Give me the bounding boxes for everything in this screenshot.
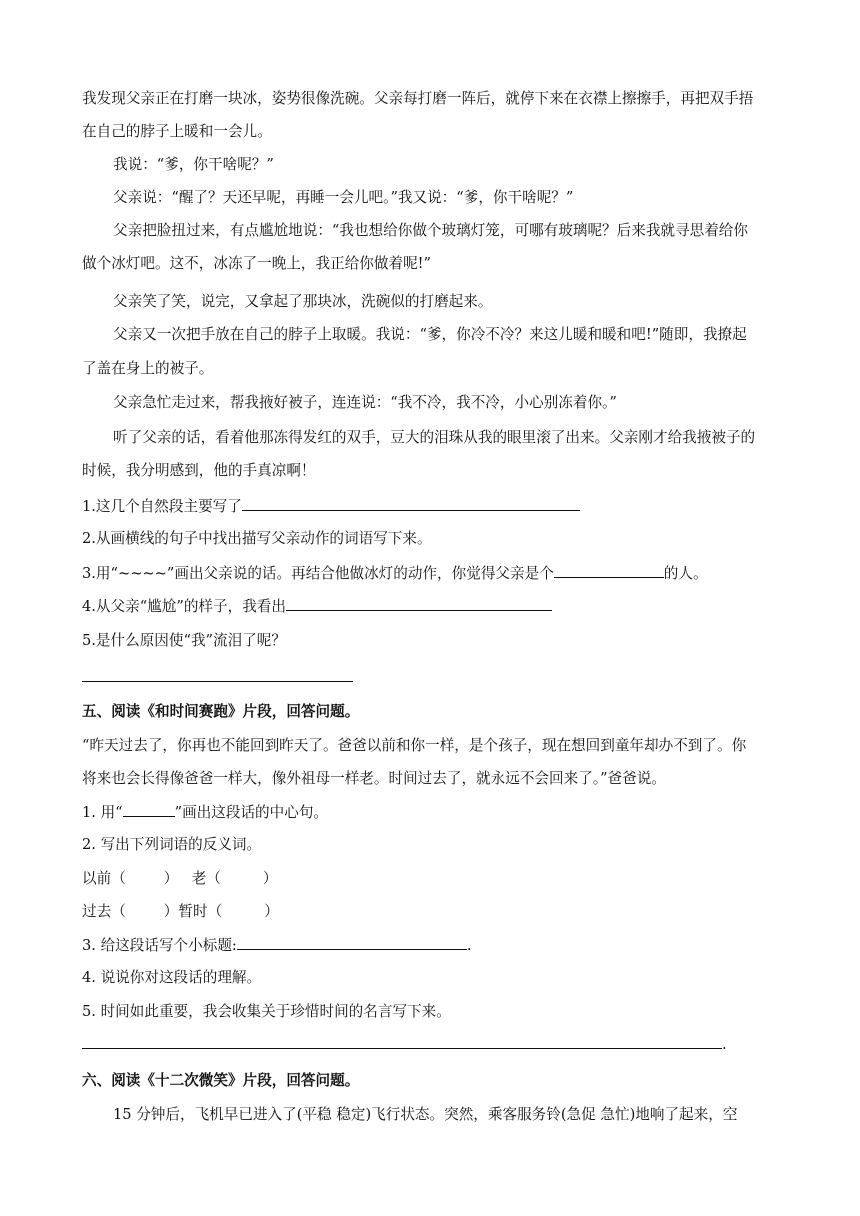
passage-line: 时候，我分明感到，他的手真凉啊！ bbox=[82, 462, 316, 479]
question-3 bbox=[82, 563, 708, 584]
question-text: 4.从父亲“尴尬”的样子，我看出 bbox=[82, 598, 286, 615]
passage-line: 父亲急忙走过来，帮我掖好被子，连连说：“我不冷，我不冷，小心别冻着你。” bbox=[113, 394, 617, 411]
question-2: 2. 写出下列词语的反义词。 bbox=[82, 836, 262, 853]
passage-line: 父亲笑了笑，说完，又拿起了那块冰，洗碗似的打磨起来。 bbox=[113, 293, 493, 310]
passage-line: 我发现父亲正在打磨一块冰，姿势很像洗碗。父亲每打磨一阵后，就停下来在衣襟上擦擦手，再把双手捂 bbox=[82, 90, 754, 107]
antonym-word: 以前（ bbox=[82, 870, 126, 887]
passage-line: 听了父亲的话，看着他那冻得发红的双手，豆大的泪珠从我的眼里滚了出来。父亲刚才给我掖被子的 bbox=[113, 429, 756, 446]
question-5: 5.是什么原因使“我”流泪了呢？ bbox=[82, 632, 286, 649]
passage-line: 父亲又一次把手放在自己的脖子上取暖。我说：“爹，你冷不冷？来这儿暖和暖和吧!”随即，我撩起 bbox=[113, 326, 747, 343]
antonym-row bbox=[82, 902, 279, 922]
antonym-word: 过去（ bbox=[82, 903, 126, 920]
question-text: ”画出这段话的中心句。 bbox=[174, 804, 329, 821]
passage-line: 15 分钟后，飞机早已进入了(平稳 稳定)飞行状态。突然，乘客服务铃(急促 急忙)地响了起来，空 bbox=[113, 1106, 738, 1123]
period: . bbox=[466, 937, 472, 954]
question-text: 3. 给这段话写个小标题: bbox=[82, 937, 237, 954]
paren-close: ） bbox=[262, 870, 278, 887]
paren-close: ） bbox=[163, 903, 179, 920]
question-2: 2.从画横线的句子中找出描写父亲动作的词语写下来。 bbox=[82, 530, 432, 547]
passage-line: 父亲说：“醒了？天还早呢，再睡一会儿吧。”我又说：“爹，你干啥呢？” bbox=[113, 189, 574, 206]
antonym-word: 暂时（ bbox=[178, 903, 223, 920]
paren-close: ） bbox=[163, 870, 179, 887]
question-4 bbox=[82, 596, 552, 617]
answer-line[interactable] bbox=[82, 681, 353, 682]
answer-line[interactable] bbox=[82, 1048, 722, 1049]
passage-line: 了盖在身上的被子。 bbox=[82, 360, 214, 377]
paren-close: ） bbox=[264, 903, 279, 920]
question-5: 5. 时间如此重要，我会收集关于珍惜时间的名言写下来。 bbox=[82, 1003, 451, 1020]
antonym-word: 老（ bbox=[191, 870, 221, 887]
question-1 bbox=[82, 802, 328, 823]
passage-line: 父亲把脸扭过来，有点尴尬地说：“我也想给你做个玻璃灯笼，可哪有玻璃呢？后来我就寻思着给你 bbox=[113, 222, 748, 239]
passage-line: “昨天过去了，你再也不能回到昨天了。爸爸以前和你一样，是个孩子，现在想回到童年却办不到了。你 bbox=[82, 737, 747, 754]
question-text: 3.用“~~~~”画出父亲说的话。再结合他做冰灯的动作，你觉得父亲是个 bbox=[82, 565, 554, 582]
answer-blank[interactable] bbox=[554, 563, 664, 578]
passage-line: 我说：“爹，你干啥呢？” bbox=[113, 156, 274, 173]
passage-line: 在自己的脖子上暖和一会儿。 bbox=[82, 123, 272, 140]
question-text: 1.这几个自然段主要写了 bbox=[82, 498, 242, 515]
question-4: 4. 说说你对这段话的理解。 bbox=[82, 969, 262, 986]
answer-blank[interactable] bbox=[242, 496, 580, 511]
answer-blank[interactable] bbox=[286, 596, 552, 611]
answer-blank[interactable] bbox=[123, 802, 175, 817]
question-text: 1. 用“ bbox=[82, 804, 123, 821]
answer-blank[interactable] bbox=[237, 935, 467, 950]
question-text: 的人。 bbox=[663, 565, 708, 582]
question-3 bbox=[82, 935, 471, 956]
question-1 bbox=[82, 496, 580, 517]
section-heading: 五、阅读《和时间赛跑》片段，回答问题。 bbox=[82, 703, 360, 720]
antonym-row bbox=[82, 869, 278, 889]
period: . bbox=[722, 1036, 727, 1053]
section-heading: 六、阅读《十二次微笑》片段，回答问题。 bbox=[82, 1072, 360, 1089]
passage-line: 将来也会长得像爸爸一样大，像外祖母一样老。时间过去了，就永远不会回来了。”爸爸说。 bbox=[82, 770, 666, 787]
passage-line: 做个冰灯吧。这不，冰冻了一晚上，我正给你做着呢!” bbox=[82, 255, 431, 272]
